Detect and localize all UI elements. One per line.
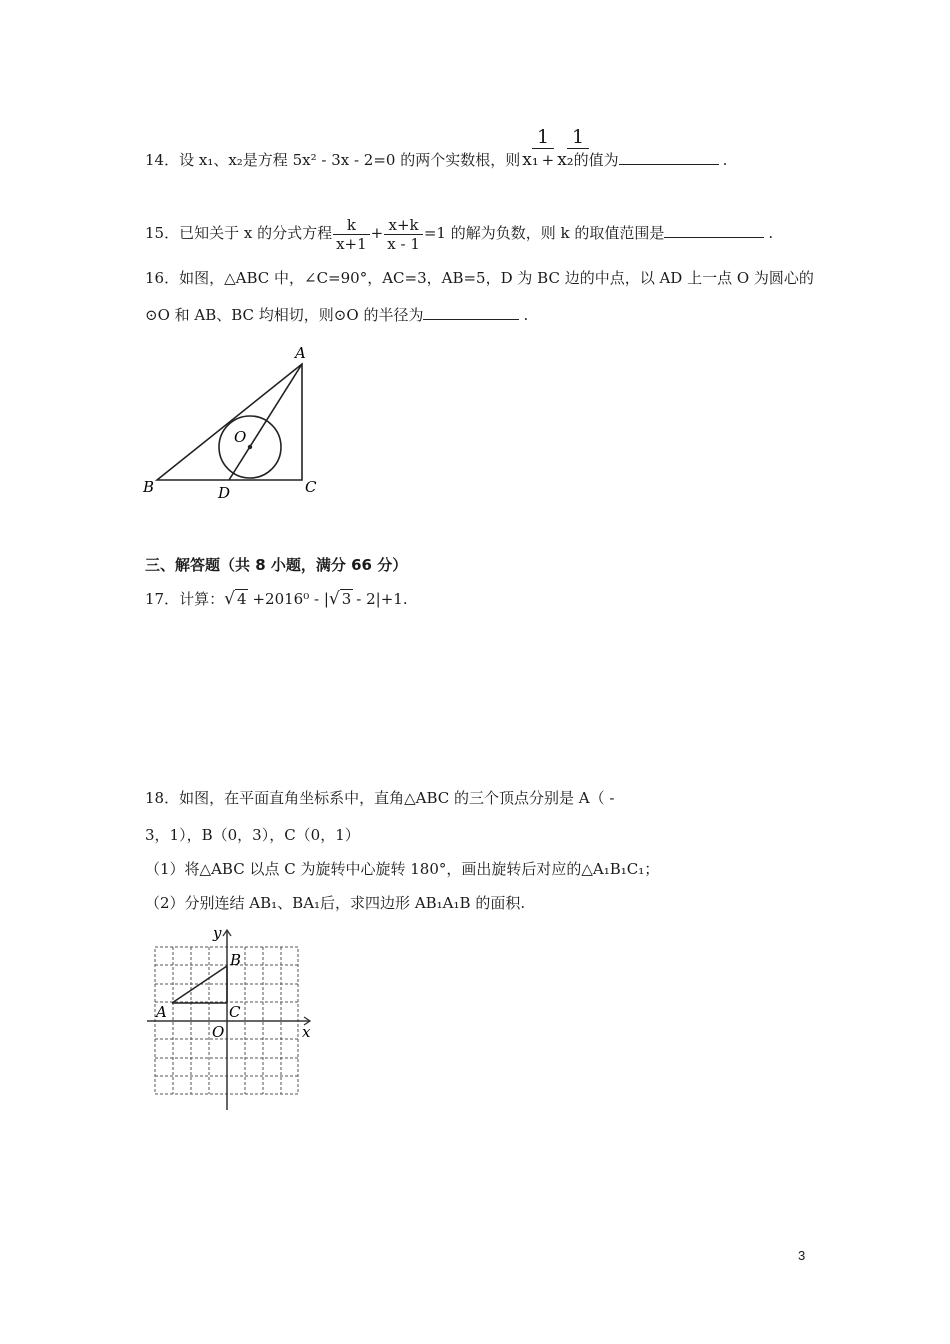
q14-answer-blank [619,150,719,165]
question-15 [145,212,773,254]
label-b: B [230,951,242,969]
q17-radicand-4: 4 [236,590,247,608]
q14-fraction2 [567,126,589,149]
q17-text: 17．计算： [145,590,225,608]
question-16-line2 [145,305,528,325]
q15-fraction2 [384,216,423,253]
q15-frac2-numerator: x+k [384,216,423,235]
q17-middle: +2016⁰ - | [252,590,329,608]
q15-plus: + [370,224,384,242]
q17-suffix: - 2|+1. [356,590,408,608]
q14-frac2-numerator: 1 [567,126,589,149]
label-c: C [305,478,317,496]
q15-text: 15．已知关于 x 的分式方程 [145,224,333,242]
q14-frac1-numerator: 1 [532,126,554,149]
page-number: 3 [798,1248,806,1263]
q14-end: . [722,151,728,169]
q15-frac1-denominator: x+1 [336,234,367,253]
q18-coordinate-grid-figure [142,925,322,1115]
q15-suffix: =1 的解为负数，则 k 的取值范围是 [423,224,665,242]
q16-text: ⊙O 和 AB、BC 均相切，则⊙O 的半径为 [145,306,424,324]
question-17 [145,589,408,609]
label-y: y [213,925,222,942]
q15-frac2-denominator: x - 1 [387,234,420,253]
label-x: x [302,1023,311,1041]
question-16-line1: 16．如图，△ABC 中，∠C=90°，AC=3，AB=5，D 为 BC 边的中点，以 AD 上一点 O 为圆心的 [145,269,814,287]
q15-fraction1 [333,216,370,253]
q17-sqrt-4: √ 4 [224,589,247,609]
q16-end: . [523,306,529,324]
q15-end: . [768,224,774,242]
section-3-heading: 三、解答题（共 8 小题，满分 66 分） [145,556,408,574]
label-d: D [218,484,231,502]
question-18-line1: 18．如图，在平面直角坐标系中，直角△ABC 的三个顶点分别是 A（ - [145,789,615,807]
q15-answer-blank [664,223,764,238]
q14-text: 14．设 x₁、x₂是方程 5x² - 3x - 2=0 的两个实数根，则 [145,151,521,169]
question-18-line2: 3，1），B（0，3），C（0，1） [145,826,360,844]
q15-frac1-numerator: k [333,216,370,235]
label-c: C [229,1003,241,1021]
q14-frac1-denominator: x₁ [522,150,539,170]
label-o: O [212,1023,225,1041]
q14-plus: + [541,151,555,169]
q17-sqrt-3: √ 3 [328,589,352,609]
q16-triangle-figure [140,342,330,507]
label-a: A [295,344,306,362]
label-o: O [234,428,247,446]
segment-ad [229,364,302,480]
question-14 [145,150,727,170]
question-18-part2: （2）分别连结 AB₁、BA₁后，求四边形 AB₁A₁B 的面积. [145,894,526,912]
label-a: A [156,1003,167,1021]
q16-answer-blank [423,305,519,320]
label-b: B [143,478,155,496]
q14-suffix: 的值为 [573,151,619,169]
question-18-part1: （1）将△ABC 以点 C 为旋转中心旋转 180°，画出旋转后对应的△A₁B₁C₁； [145,860,660,878]
q14-frac2-denominator: x₂ [557,150,574,170]
q17-radicand-3: 3 [341,590,352,608]
triangle-abc [157,364,302,480]
center-o-dot [248,445,252,449]
q14-fraction1 [532,126,554,149]
